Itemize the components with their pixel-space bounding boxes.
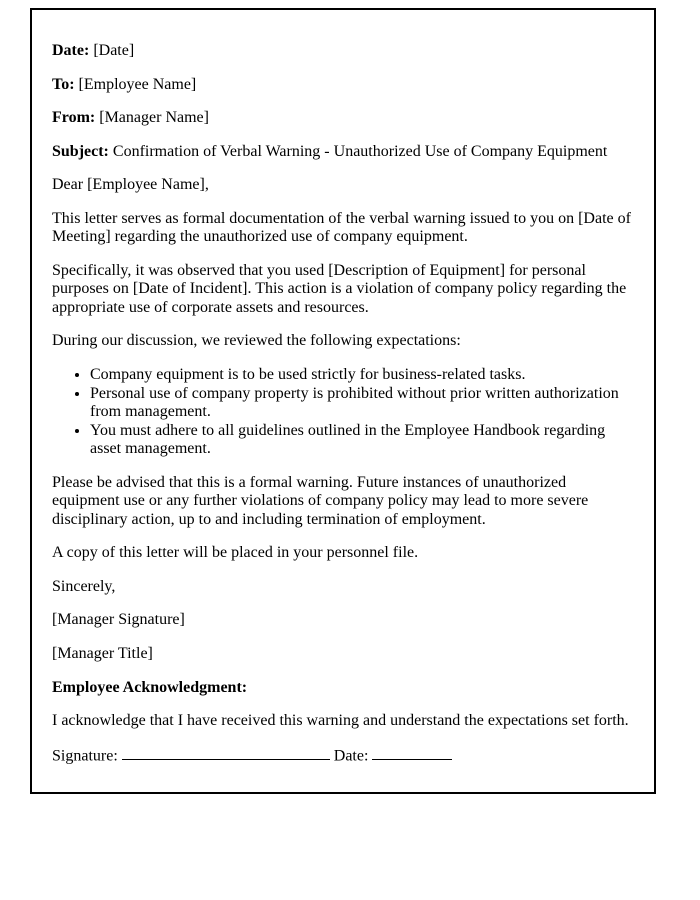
field-to xyxy=(52,76,632,95)
closing: Sincerely, xyxy=(52,577,116,595)
acknowledgment-heading: Employee Acknowledgment: xyxy=(52,678,248,696)
field-date xyxy=(52,42,632,61)
signature-label: Signature: xyxy=(52,747,118,765)
expectation-item: • You must adhere to all guidelines outlined in the Employee Handbook regarding asset management. xyxy=(90,422,632,459)
date-label: Date: xyxy=(333,747,369,765)
field-subject xyxy=(52,143,632,162)
field-date-value: [Date] xyxy=(93,42,135,59)
paragraph-expectations-lead: During our discussion, we reviewed the following expectations: xyxy=(52,332,461,350)
field-date-label: Date: xyxy=(52,42,90,59)
field-from-value: [Manager Name] xyxy=(99,109,209,127)
paragraph-personnel-file: A copy of this letter will be placed in your personnel file. xyxy=(52,544,419,562)
expectation-item: • Company equipment is to be used strictly for business-related tasks. xyxy=(90,366,632,385)
field-from-label: From: xyxy=(52,109,96,127)
salutation: Dear [Employee Name], xyxy=(52,176,209,194)
expectation-item: • Personal use of company property is prohibited without prior written authorization from management. xyxy=(90,385,632,422)
paragraph-intro: This letter serves as formal documentation of the verbal warning issued to you on [Date of Meeting] regarding the unauthorized use of company equipment. xyxy=(52,209,631,246)
paragraph-warning: Please be advised that this is a formal warning. Future instances of unauthorized equipment use or any further violations of company policy may lead to more severe disciplinary action, up to and including termination of employment. xyxy=(52,473,589,528)
manager-title-placeholder: [Manager Title] xyxy=(52,645,153,663)
field-from xyxy=(52,109,632,128)
paragraph-incident: Specifically, it was observed that you used [Description of Equipment] for personal purposes on [Date of Incident]. This action is a violation of company policy regarding the appropriate use of corporate assets and resources. xyxy=(52,261,627,316)
field-to-label: To: xyxy=(52,75,75,93)
field-to-value: [Employee Name] xyxy=(78,75,197,93)
expectations-list xyxy=(52,366,632,459)
date-blank-line xyxy=(372,746,452,761)
field-subject-label: Subject: xyxy=(52,142,109,160)
field-subject-value: Confirmation of Verbal Warning - Unauthorized Use of Company Equipment xyxy=(112,142,608,160)
signature-blank-line xyxy=(122,746,330,761)
letter-page xyxy=(30,8,656,794)
acknowledgment-text: I acknowledge that I have received this warning and understand the expectations set forth. xyxy=(52,712,629,730)
signature-row xyxy=(52,746,632,766)
manager-signature-placeholder: [Manager Signature] xyxy=(52,611,185,629)
